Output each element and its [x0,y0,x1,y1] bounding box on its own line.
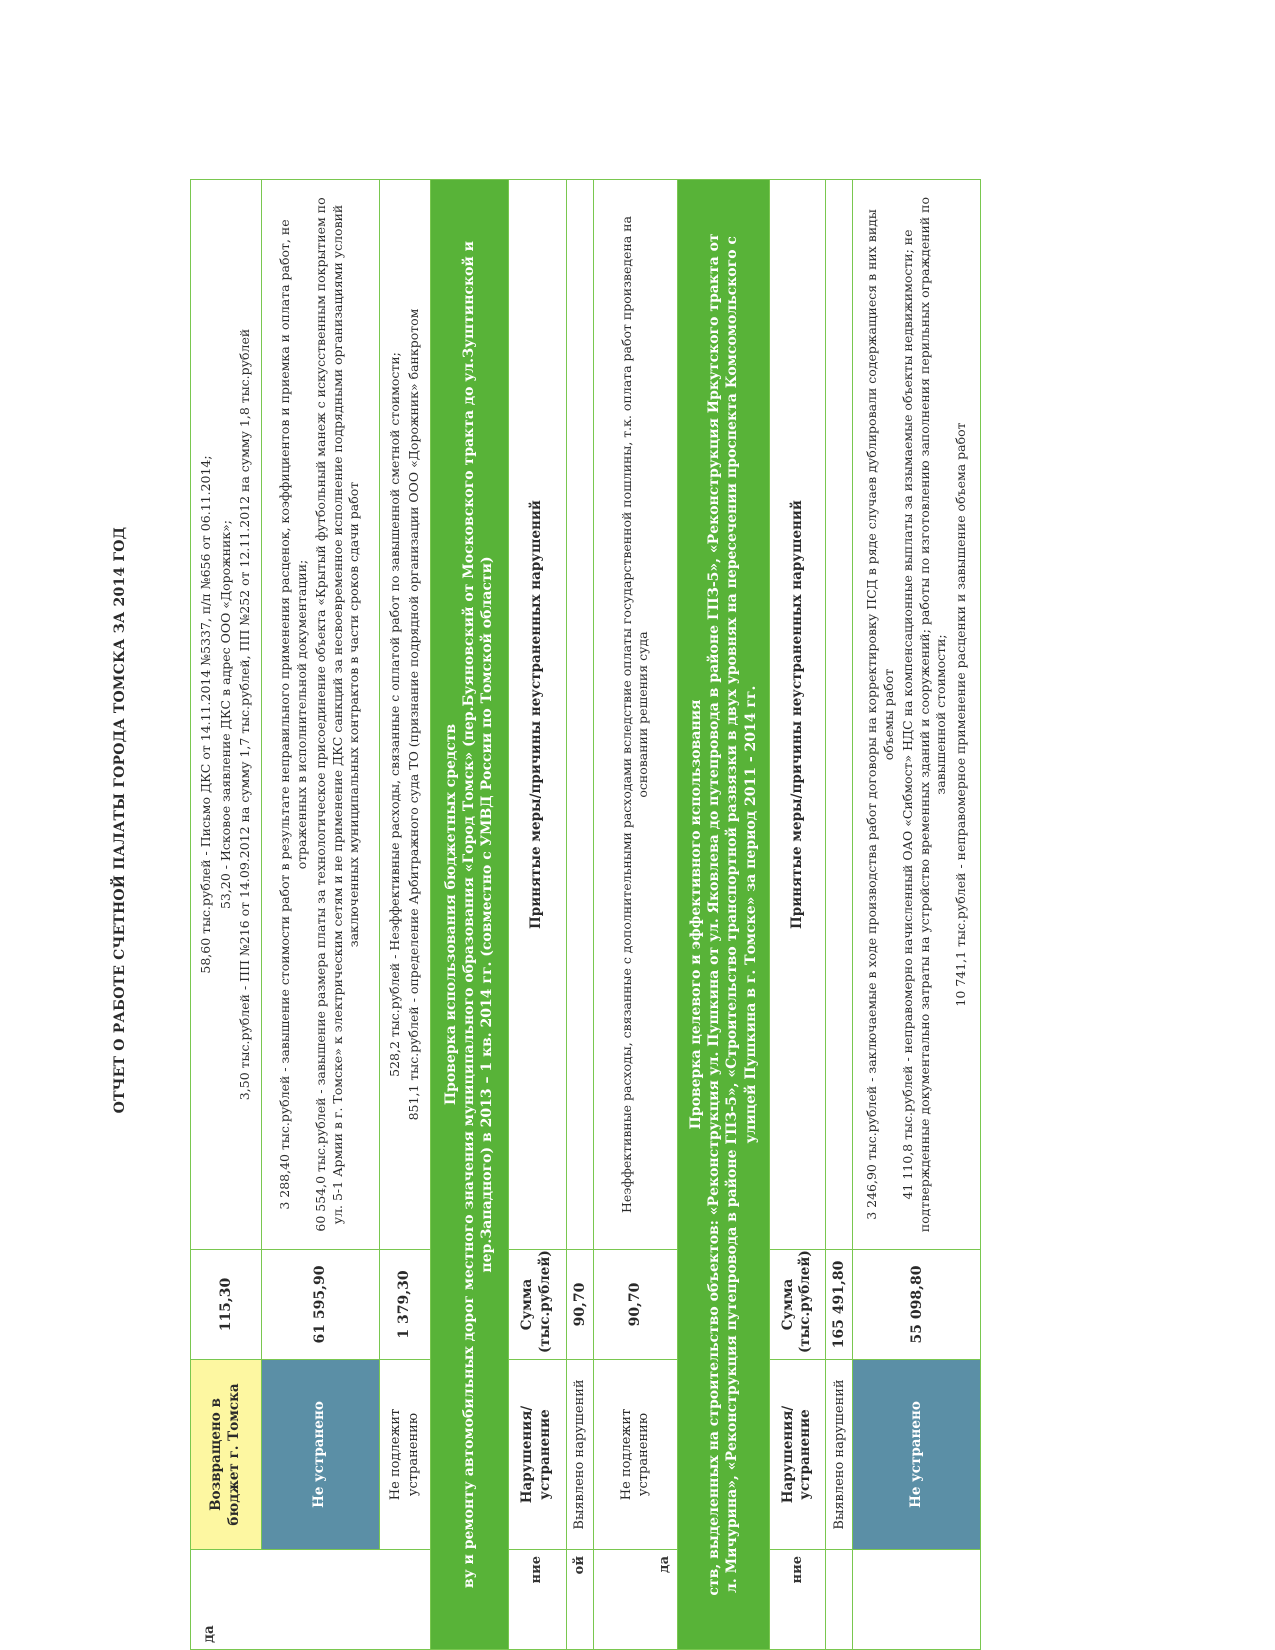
banner-line: пер.Западного) в 2013 – 1 кв. 2014 гг. (совместно с УМВД России по Томской области) [479,556,496,1273]
description-line: 41 110,8 тыс.рублей - неправомерно начисленный ОАО «Сибмост» НДС на компенсационные выплаты за изымаемые объекты недвижимости; не подтвержденные документально затраты на устройство временных зданий и сооружений; работы по изготовлению заполнения перильных ограждений по завышенной стоимости; [900,196,949,1233]
not-subject-sum: 1 379,30 [379,1250,430,1360]
description-line: 3,50 тыс.рублей - ПП №216 от 14.09.2012 на сумму 1,7 тыс.рублей, ПП №252 от 12.11.2012 на сумму 1,8 тыс.рублей [237,328,252,1101]
found-measures [825,180,852,1250]
description-line: 60 554,0 тыс.рублей - завышение размера платы за технологическое присоединение объекта «Крытый футбольный манеж с искусственным покрытием по ул. 5-1 Армии в г. Томске» к электрическим сетям и не применение ДКС санкций за несвоевременное исполнение подрядными организациями условий заключенных муниципальных контрактов в части сроков сдачи работ [313,197,362,1232]
description-line: 3 288,40 тыс.рублей - завышение стоимости работ в результате неправильного применения расценок, коэффициентов и приемка и оплата работ, не отраженных в исполнительной документации; [277,219,309,1210]
returned-label: Возвращено в бюджет г. Томска [191,1360,262,1550]
section-banner [677,180,769,1650]
banner-line: л. Мичурина», «Реконструкция путепровода в районе ГПЗ-5», «Строительство транспортной развязки в двух уровнях на пересечении проспекта Комсомольского с [724,236,741,1593]
table-row [853,180,981,1650]
description-line: 3 246,90 тыс.рублей - заключаемые в ходе производства работ договоры на корректировку ПСД в ряде случаев дублировали содержащиеся в них виды объемы работ [864,209,896,1220]
banner-title: Проверка использования бюджетных средств [442,723,459,1106]
edge-fragment: ние [508,1550,566,1650]
audit-results-table [190,179,981,1650]
header-status: Нарушения/устранение [508,1360,566,1550]
header-sum: Сумма (тыс.рублей) [769,1250,825,1360]
description-line: 10 741,1 тыс.рублей - неправомерное применение расценки и завышение объема работ [952,422,968,1007]
edge-fragment: да [593,1550,677,1650]
found-sum: 90,70 [566,1250,593,1360]
not-fixed-sum: 55 098,80 [853,1250,981,1360]
not-fixed-label: Не устранено [261,1360,379,1550]
not-fixed-sum: 61 595,90 [261,1250,379,1360]
nonfix-sum: 90,70 [593,1250,677,1360]
nonfix-description [593,180,677,1250]
edge-blank [825,1550,852,1650]
banner-line: улицей Пушкина в г. Томске» за период 2011 - 2014 гг. [742,685,759,1144]
description-line: 528,2 тыс.рублей - Неэффективные расходы, связанные с оплатой работ по завышенной сметной стоимости; [386,352,402,1077]
edge-fragment: да [191,1550,431,1650]
description-line: 851,1 тыс.рублей - определение Арбитражного суда ТО (признание подрядной организации ООО «Дорожник» банкротом [406,308,421,1121]
found-sum: 165 491,80 [825,1250,852,1360]
section-banner [430,180,508,1650]
edge-fragment: ние [769,1550,825,1650]
header-status: Нарушения/устранение [769,1360,825,1550]
table-row [566,180,593,1650]
table-row [593,180,677,1650]
description-line: Неэффективные расходы, связанные с дополнительными расходами вследствие оплаты государственной пошлины, т.к. оплата работ произведена на основании решения суда [618,216,651,1213]
description-line: 53,20 - Исковое заявление ДКС в адрес ООО «Дорожник»; [217,520,233,910]
returned-sum: 115,30 [191,1250,262,1360]
section2-banner [430,180,508,1650]
banner-line: ств, выделенных на строительство объектов: «Реконструкция ул. Пушкина от ул. Яковлева до путепровода в районе ГПЗ-5», «Реконструкция Иркутского тракта от [706,233,723,1596]
nonfix-label: Не подлежит устранению [593,1360,677,1550]
table-header-row [769,180,825,1650]
not-subject-label: Не подлежит устранению [379,1360,430,1550]
table-row [379,180,430,1650]
found-label: Выявлено нарушений [825,1360,852,1550]
not-subject-description [379,180,430,1250]
table-row [191,180,262,1650]
table-row [261,180,379,1650]
section3-banner [677,180,769,1650]
description-line: 58,60 тыс.рублей - Письмо ДКС от 14.11.2014 №5337, п/п №656 от 06.11.2014; [198,455,213,974]
edge-blank [853,1550,981,1650]
header-measures: Принятые меры/причины неустраненных нарушений [769,180,825,1250]
found-measures [566,180,593,1250]
edge-fragment: ой [566,1550,593,1650]
returned-description [191,180,262,1250]
banner-line: ву и ремонту автомобильных дорог местного значения муниципального образования «Город Томск» (пер.Буяновский от Московского тракта до ул.Зуштинской и [460,240,477,1589]
banner-title: Проверка целевого и эффективного использования [688,699,705,1130]
not-fixed-label: Не устранено [853,1360,981,1550]
not-fixed-description [261,180,379,1250]
page-title: ОТЧЕТ О РАБОТЕ СЧЕТНОЙ ПАЛАТЫ ГОРОДА ТОМСКА ЗА 2014 ГОД [112,526,128,1114]
found-label: Выявлено нарушений [566,1360,593,1550]
table-row [825,180,852,1650]
header-measures: Принятые меры/причины неустраненных нарушений [508,180,566,1250]
header-sum: Сумма (тыс.рублей) [508,1250,566,1360]
not-fixed-description [853,180,981,1250]
table-header-row [508,180,566,1650]
